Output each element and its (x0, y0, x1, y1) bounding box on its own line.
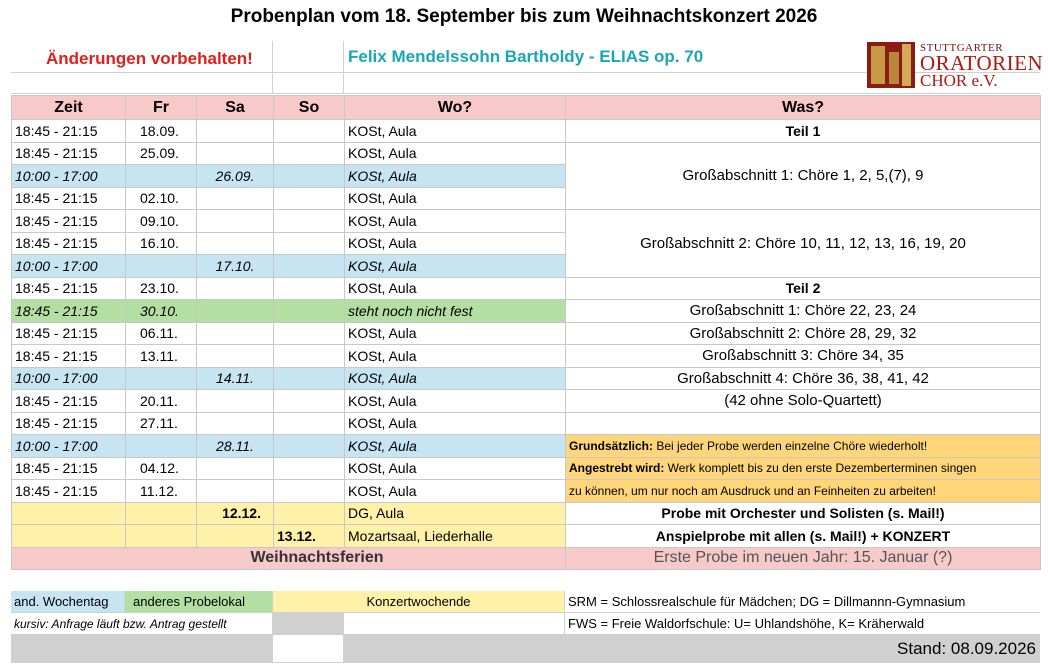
cell-wo: KOSt, Aula (345, 210, 566, 233)
table-row (12, 142, 1041, 165)
cell-fr: 30.10. (126, 300, 197, 323)
was-t2-g4: Großabschnitt 4: Chöre 36, 38, 41, 42 (566, 367, 1041, 390)
cell-sa (197, 210, 274, 233)
cell-wo: KOSt, Aula (345, 345, 566, 368)
cell-wo: KOSt, Aula (345, 277, 566, 300)
was-anspiel: Anspielprobe mit allen (s. Mail!) + KONZERT (566, 525, 1041, 548)
ferien-row (12, 547, 1041, 570)
cell-zeit (12, 525, 126, 548)
cell-fr: 09.10. (126, 210, 197, 233)
cell-sa (197, 345, 274, 368)
was-t2-note: (42 ohne Solo-Quartett) (566, 390, 1041, 413)
cell-so (274, 300, 345, 323)
col-header-wo: Wo? (345, 96, 566, 120)
table-row (12, 345, 1041, 368)
cell-sa (197, 232, 274, 255)
cell-so (274, 345, 345, 368)
cell-fr: 13.11. (126, 345, 197, 368)
cell-sa (197, 277, 274, 300)
cell-wo: Mozartsaal, Liederhalle (345, 525, 566, 548)
cell-so (274, 255, 345, 278)
was-t2-g3: Großabschnitt 3: Chöre 34, 35 (566, 345, 1041, 368)
cell-wo: KOSt, Aula (345, 165, 566, 188)
table-row (12, 412, 1041, 435)
cell-fr: 18.09. (126, 120, 197, 143)
cell-fr: 04.12. (126, 457, 197, 480)
cell-zeit: 18:45 - 21:15 (12, 412, 126, 435)
cell-fr: 16.10. (126, 232, 197, 255)
angestrebt-note: Angestrebt wird: Werk komplett bis zu den erste Dezemberterminen singen (566, 457, 1041, 480)
cell-so (274, 502, 345, 525)
table-row (12, 300, 1041, 323)
cell-so (274, 165, 345, 188)
work-title: Felix Mendelssohn Bartholdy - ELIAS op. 70 (348, 47, 704, 66)
cell-zeit (12, 502, 126, 525)
table-row (12, 322, 1041, 345)
notice-text: Änderungen vorbehalten! (46, 49, 253, 68)
ferien-label: Weihnachtsferien (12, 547, 566, 570)
cell-so (274, 210, 345, 233)
cell-zeit: 10:00 - 17:00 (12, 255, 126, 278)
table-row (12, 120, 1041, 143)
cell-so (274, 412, 345, 435)
table-header-row (12, 96, 1041, 120)
cell-so (274, 142, 345, 165)
cell-wo: KOSt, Aula (345, 480, 566, 503)
cell-sa: 17.10. (197, 255, 274, 278)
cell-sa (197, 142, 274, 165)
cell-fr (126, 367, 197, 390)
cell-so (274, 120, 345, 143)
cell-so: 13.12. (274, 525, 345, 548)
cell-fr (126, 165, 197, 188)
cell-sa (197, 525, 274, 548)
cell-wo: KOSt, Aula (345, 232, 566, 255)
table-row (12, 210, 1041, 233)
cell-so (274, 187, 345, 210)
ferien-next: Erste Probe im neuen Jahr: 15. Januar (?) (566, 547, 1041, 570)
was-t1-g2: Großabschnitt 2: Chöre 10, 11, 12, 13, 16, 19, 20 (566, 210, 1041, 278)
cell-sa: 28.11. (197, 435, 274, 458)
was-t1-g1: Großabschnitt 1: Chöre 1, 2, 5,(7), 9 (566, 142, 1041, 210)
cell-fr (126, 525, 197, 548)
cell-so (274, 435, 345, 458)
col-header-was: Was? (566, 96, 1041, 120)
cell-sa (197, 187, 274, 210)
cell-sa (197, 412, 274, 435)
cell-fr: 02.10. (126, 187, 197, 210)
legend-konzert: Konzertwochende (273, 591, 565, 613)
cell-so (274, 277, 345, 300)
cell-sa (197, 457, 274, 480)
table-row (12, 502, 1041, 525)
cell-zeit: 10:00 - 17:00 (12, 435, 126, 458)
table-row (12, 367, 1041, 390)
choir-logo: STUTTGARTER ORATORIEN CHOR e.V. (867, 42, 1037, 92)
cell-zeit: 10:00 - 17:00 (12, 367, 126, 390)
cell-zeit: 18:45 - 21:15 (12, 210, 126, 233)
cell-zeit: 18:45 - 21:15 (12, 390, 126, 413)
cell-zeit: 18:45 - 21:15 (12, 277, 126, 300)
cell-sa (197, 300, 274, 323)
cell-wo: KOSt, Aula (345, 367, 566, 390)
cell-wo: KOSt, Aula (345, 120, 566, 143)
legend-kursiv: kursiv: Anfrage läuft bzw. Antrag gestellt (11, 613, 273, 635)
cell-wo: KOSt, Aula (345, 435, 566, 458)
cell-so (274, 322, 345, 345)
cell-zeit: 18:45 - 21:15 (12, 300, 126, 323)
table-row (12, 525, 1041, 548)
cell-zeit: 18:45 - 21:15 (12, 322, 126, 345)
cell-fr (126, 435, 197, 458)
table-row (12, 435, 1041, 458)
angestrebt-note-cont: zu können, um nur noch am Ausdruck und an Feinheiten zu arbeiten! (566, 480, 1041, 503)
grundsaetzlich-note: Grundsätzlich: Bei jeder Probe werden einzelne Chöre wiederholt! (566, 435, 1041, 458)
cell-zeit: 18:45 - 21:15 (12, 345, 126, 368)
cell-wo: KOSt, Aula (345, 390, 566, 413)
legend-probelokal: anderes Probelokal (125, 591, 273, 613)
cell-fr: 20.11. (126, 390, 197, 413)
cell-fr (126, 255, 197, 278)
cell-wo: KOSt, Aula (345, 412, 566, 435)
col-header-fr: Fr (126, 96, 197, 120)
cell-sa: 12.12. (197, 502, 274, 525)
cell-sa (197, 390, 274, 413)
cell-wo: KOSt, Aula (345, 142, 566, 165)
cell-wo: KOSt, Aula (345, 255, 566, 278)
cell-fr: 11.12. (126, 480, 197, 503)
cell-sa: 14.11. (197, 367, 274, 390)
legend-srm: SRM = Schlossrealschule für Mädchen; DG = Dillmannn-Gymnasium (565, 591, 1040, 613)
table-row (12, 277, 1041, 300)
cell-fr: 23.10. (126, 277, 197, 300)
cell-wo: steht noch nicht fest (345, 300, 566, 323)
col-header-so: So (274, 96, 345, 120)
cell-wo: DG, Aula (345, 502, 566, 525)
rehearsal-table (11, 95, 1041, 570)
cell-so (274, 232, 345, 255)
cell-sa (197, 322, 274, 345)
cell-fr: 06.11. (126, 322, 197, 345)
cell-wo: KOSt, Aula (345, 187, 566, 210)
cell-so (274, 480, 345, 503)
cell-so (274, 390, 345, 413)
logo-icon (867, 42, 915, 88)
was-orchester: Probe mit Orchester und Solisten (s. Mail!) (566, 502, 1041, 525)
cell-sa: 26.09. (197, 165, 274, 188)
was-teil2: Teil 2 (566, 277, 1041, 300)
table-row (12, 390, 1041, 413)
was-t2-g2: Großabschnitt 2: Chöre 28, 29, 32 (566, 322, 1041, 345)
legend-fws: FWS = Freie Waldorfschule: U= Uhlandshöhe, K= Kräherwald (565, 613, 1040, 635)
cell-zeit: 18:45 - 21:15 (12, 142, 126, 165)
cell-fr: 27.11. (126, 412, 197, 435)
cell-zeit: 18:45 - 21:15 (12, 457, 126, 480)
cell-zeit: 18:45 - 21:15 (12, 120, 126, 143)
col-header-sa: Sa (197, 96, 274, 120)
cell-zeit: 18:45 - 21:15 (12, 187, 126, 210)
stand-date: Stand: 08.09.2026 (565, 635, 1040, 663)
table-row (12, 457, 1041, 480)
cell-fr (126, 502, 197, 525)
cell-sa (197, 480, 274, 503)
was-t2-g1: Großabschnitt 1: Chöre 22, 23, 24 (566, 300, 1041, 323)
page-title: Probenplan vom 18. September bis zum Weihnachtskonzert 2026 (230, 6, 818, 27)
table-row (12, 480, 1041, 503)
cell-wo: KOSt, Aula (345, 322, 566, 345)
was-teil1: Teil 1 (566, 120, 1041, 143)
legend-wochentag: and. Wochentag (11, 591, 125, 613)
cell-so (274, 457, 345, 480)
cell-so (274, 367, 345, 390)
cell-sa (197, 120, 274, 143)
cell-zeit: 18:45 - 21:15 (12, 480, 126, 503)
col-header-zeit: Zeit (12, 96, 126, 120)
cell-wo: KOSt, Aula (345, 457, 566, 480)
cell-zeit: 10:00 - 17:00 (12, 165, 126, 188)
cell-fr: 25.09. (126, 142, 197, 165)
cell-zeit: 18:45 - 21:15 (12, 232, 126, 255)
